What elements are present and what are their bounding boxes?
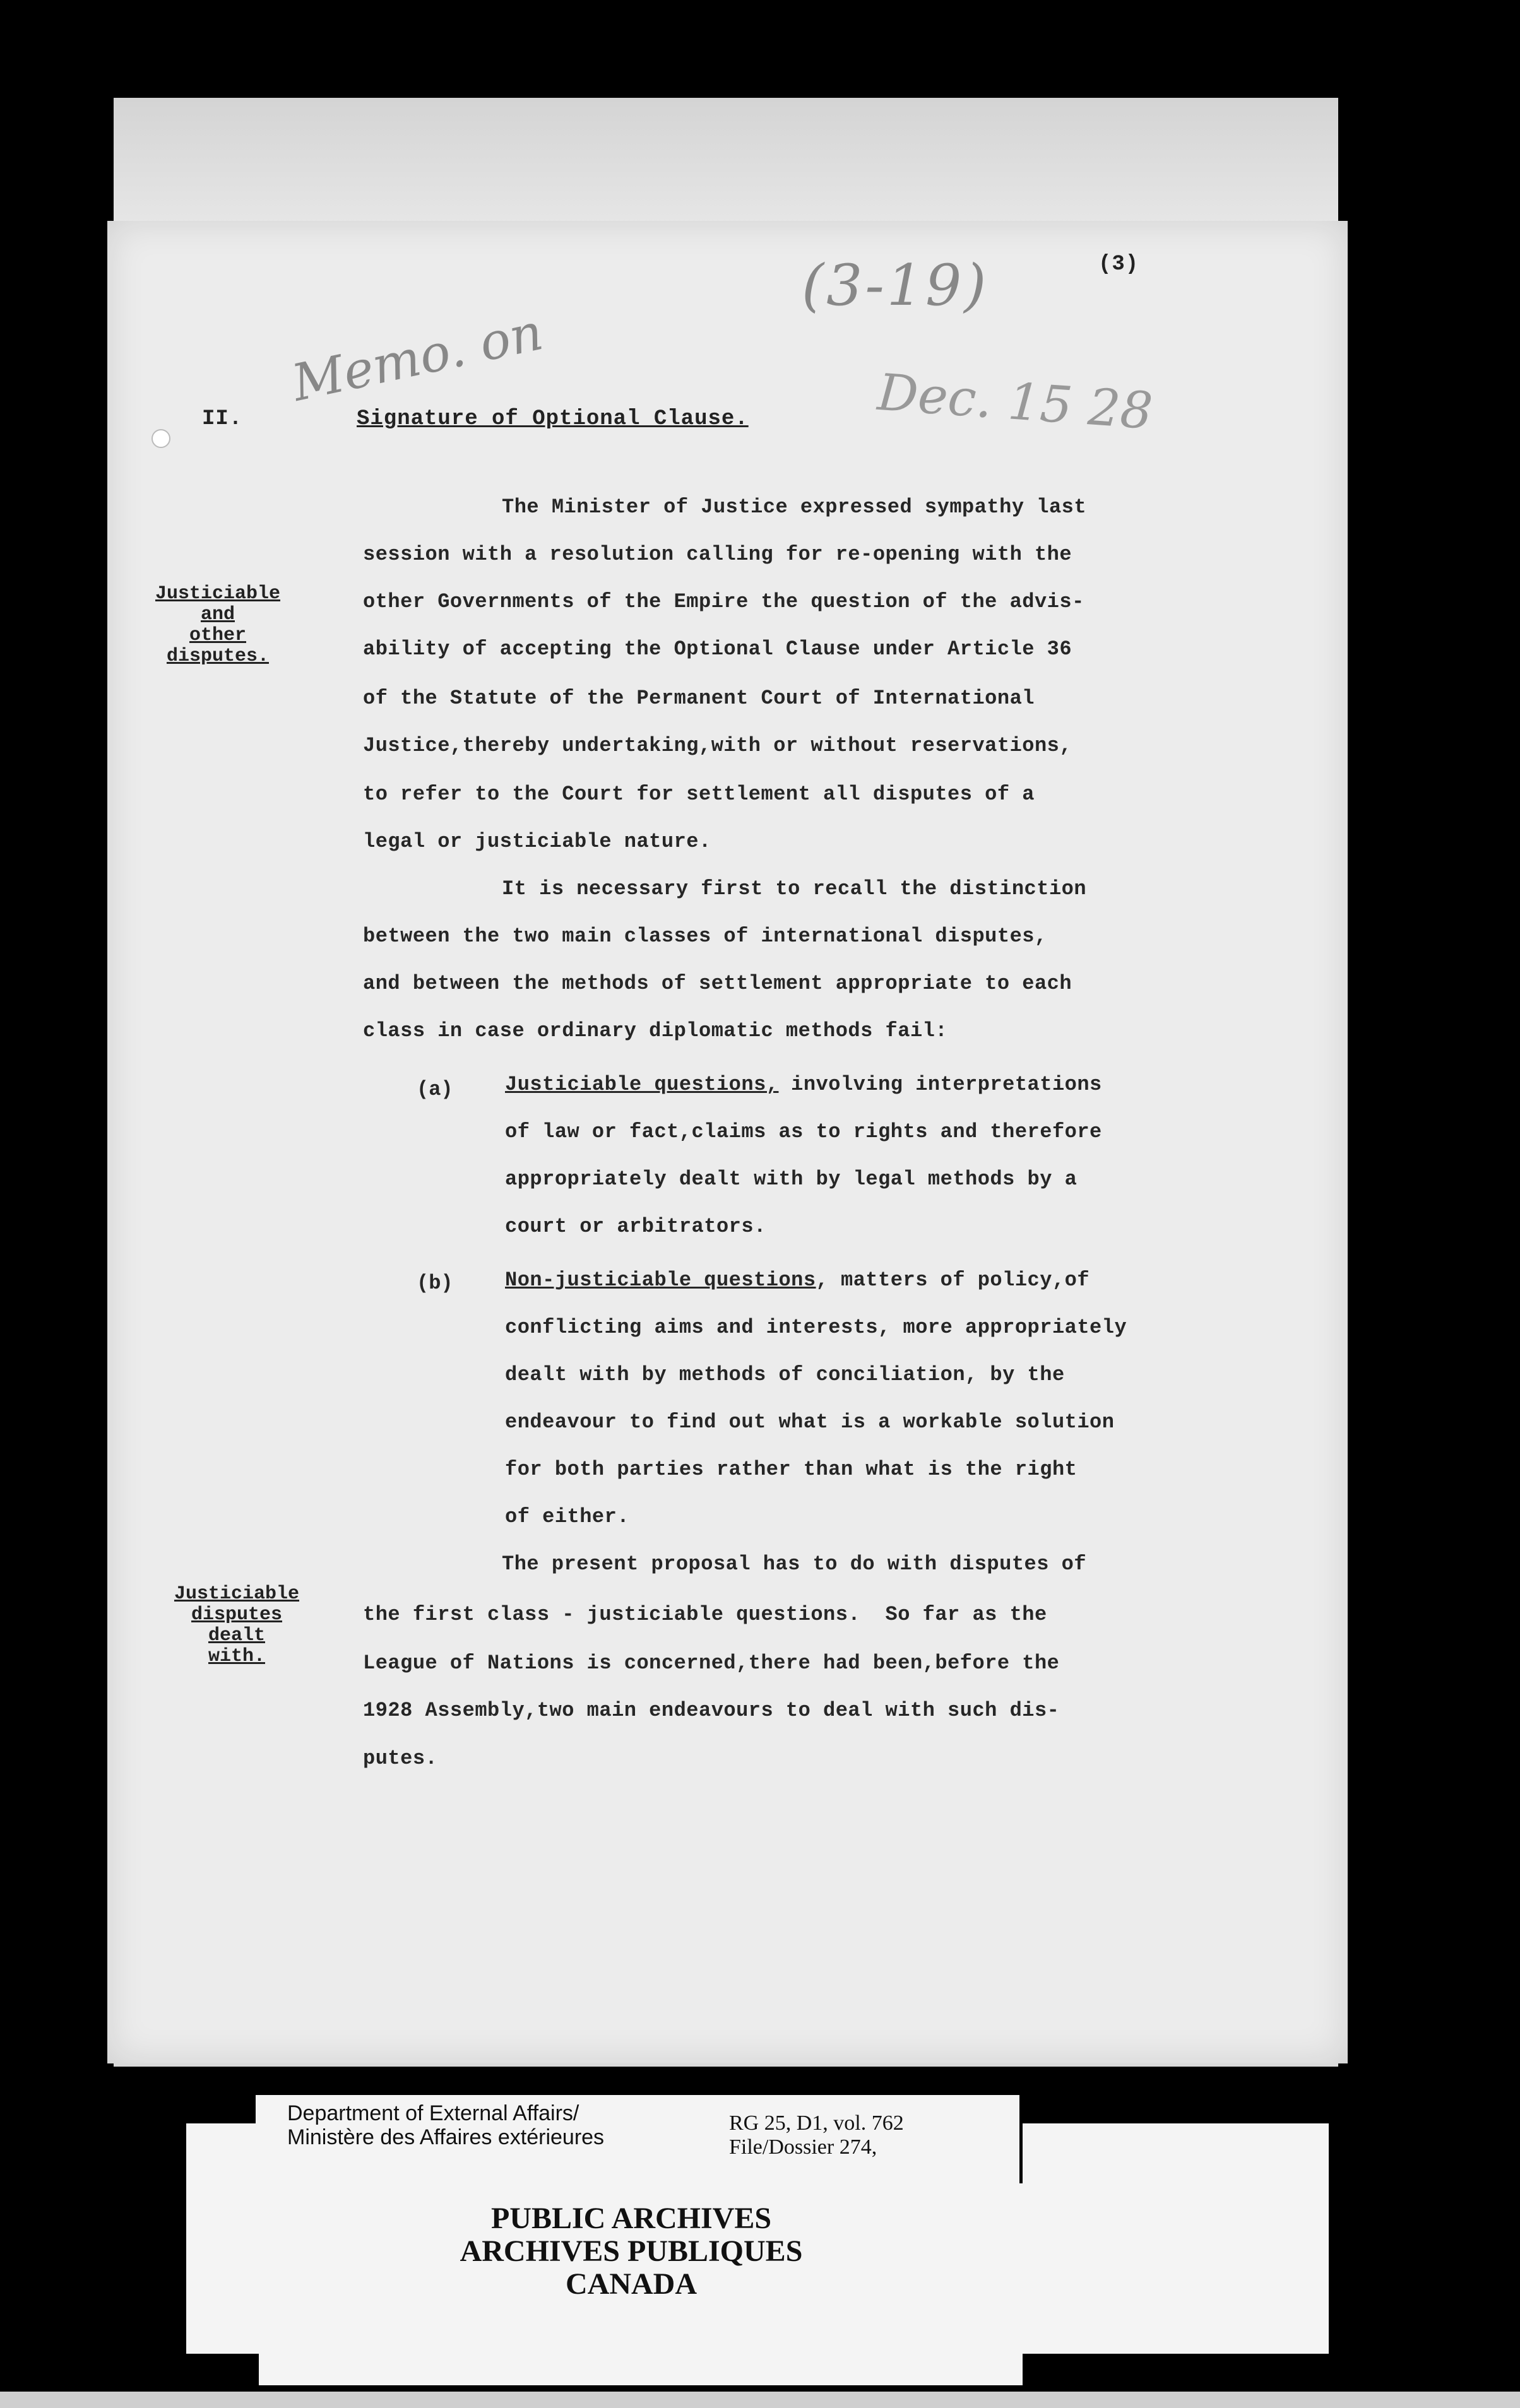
stamp-line-1: PUBLIC ARCHIVES [490,2202,772,2235]
item-a-line: court or arbitrators. [505,1215,766,1238]
para2-line: and between the methods of settlement appropriate to each [363,972,1072,995]
archive-label-tab-left [186,2123,259,2187]
ref-line-rg: RG 25, D1, vol. 762 [729,2111,904,2135]
public-archives-stamp [379,2202,884,2301]
item-b-heading: Non-justiciable questions [505,1268,816,1292]
handwritten-date: Dec. 15 28 [876,362,1155,441]
item-b-line: endeavour to find out what is a workable solution [505,1410,1115,1434]
item-b-line: dealt with by methods of conciliation, by the [505,1363,1065,1386]
margin-note-justiciable-dealt-with: Justiciable disputes dealt with. [174,1583,300,1667]
punch-hole [151,429,170,448]
ref-line-file: File/Dossier 274, [729,2135,877,2159]
dept-line-fr: Ministère des Affaires extérieures [287,2125,605,2149]
handwritten-memo-note: Memo. on [287,302,548,413]
page-number: (3) [1098,252,1139,276]
para1-line: session with a resolution calling for re-opening with the [363,543,1072,566]
item-b-line: conflicting aims and interests, more appropriately [505,1316,1127,1339]
dept-line-en: Department of External Affairs/ [287,2101,579,2125]
para2-line: It is necessary first to recall the distinction [502,877,1087,900]
para1-line: ability of accepting the Optional Clause under Article 36 [363,637,1072,661]
para3-line: the first class - justiciable questions. So far as the [363,1603,1047,1626]
item-b-line-rest: , matters of policy,of [816,1268,1090,1292]
margin-note-justiciable-and-other: Justiciable and other disputes. [155,583,281,667]
item-b-line: for both parties rather than what is the right [505,1458,1078,1481]
item-a-line-rest: involving interpretations [778,1073,1102,1096]
item-b-line: of either. [505,1505,630,1528]
handwritten-reference: (3-19) [802,252,989,319]
archive-reference [729,2111,904,2159]
para2-line: between the two main classes of international disputes, [363,924,1047,948]
item-b-line-1 [505,1268,1090,1292]
item-a-line-1 [505,1073,1102,1096]
archive-label-tab-right [1023,2123,1329,2187]
section-title: Signature of Optional Clause. [357,407,749,431]
para3-line: League of Nations is concerned,there had been,before the [363,1651,1060,1675]
para1-line: The Minister of Justice expressed sympathy last [502,495,1087,519]
para1-line: legal or justiciable nature. [363,830,711,853]
paper-top-strip [114,98,1338,224]
para3-line: 1928 Assembly,two main endeavours to deal with such dis- [363,1699,1060,1722]
para1-line: other Governments of the Empire the question of the advis- [363,590,1084,613]
section-number: II. [202,407,243,431]
item-a-label: (a) [417,1078,453,1101]
item-a-line: of law or fact,claims as to rights and therefore [505,1120,1102,1143]
para1-line: to refer to the Court for settlement all disputes of a [363,782,1035,806]
para2-line: class in case ordinary diplomatic methods fail: [363,1019,948,1042]
item-a-line: appropriately dealt with by legal methods by a [505,1167,1078,1191]
archive-label-tail [259,2354,1023,2385]
para1-line: of the Statute of the Permanent Court of International [363,687,1035,710]
para3-line: putes. [363,1747,438,1770]
stamp-line-2: ARCHIVES PUBLIQUES [460,2234,803,2268]
item-b-label: (b) [417,1272,453,1295]
item-a-heading: Justiciable questions, [505,1073,779,1096]
archive-department [287,2101,604,2149]
para1-line: Justice,thereby undertaking,with or without reservations, [363,734,1072,757]
stamp-line-3: CANADA [566,2267,697,2301]
para3-line: The present proposal has to do with disputes of [502,1552,1087,1576]
scan-bottom-band [0,2392,1520,2408]
